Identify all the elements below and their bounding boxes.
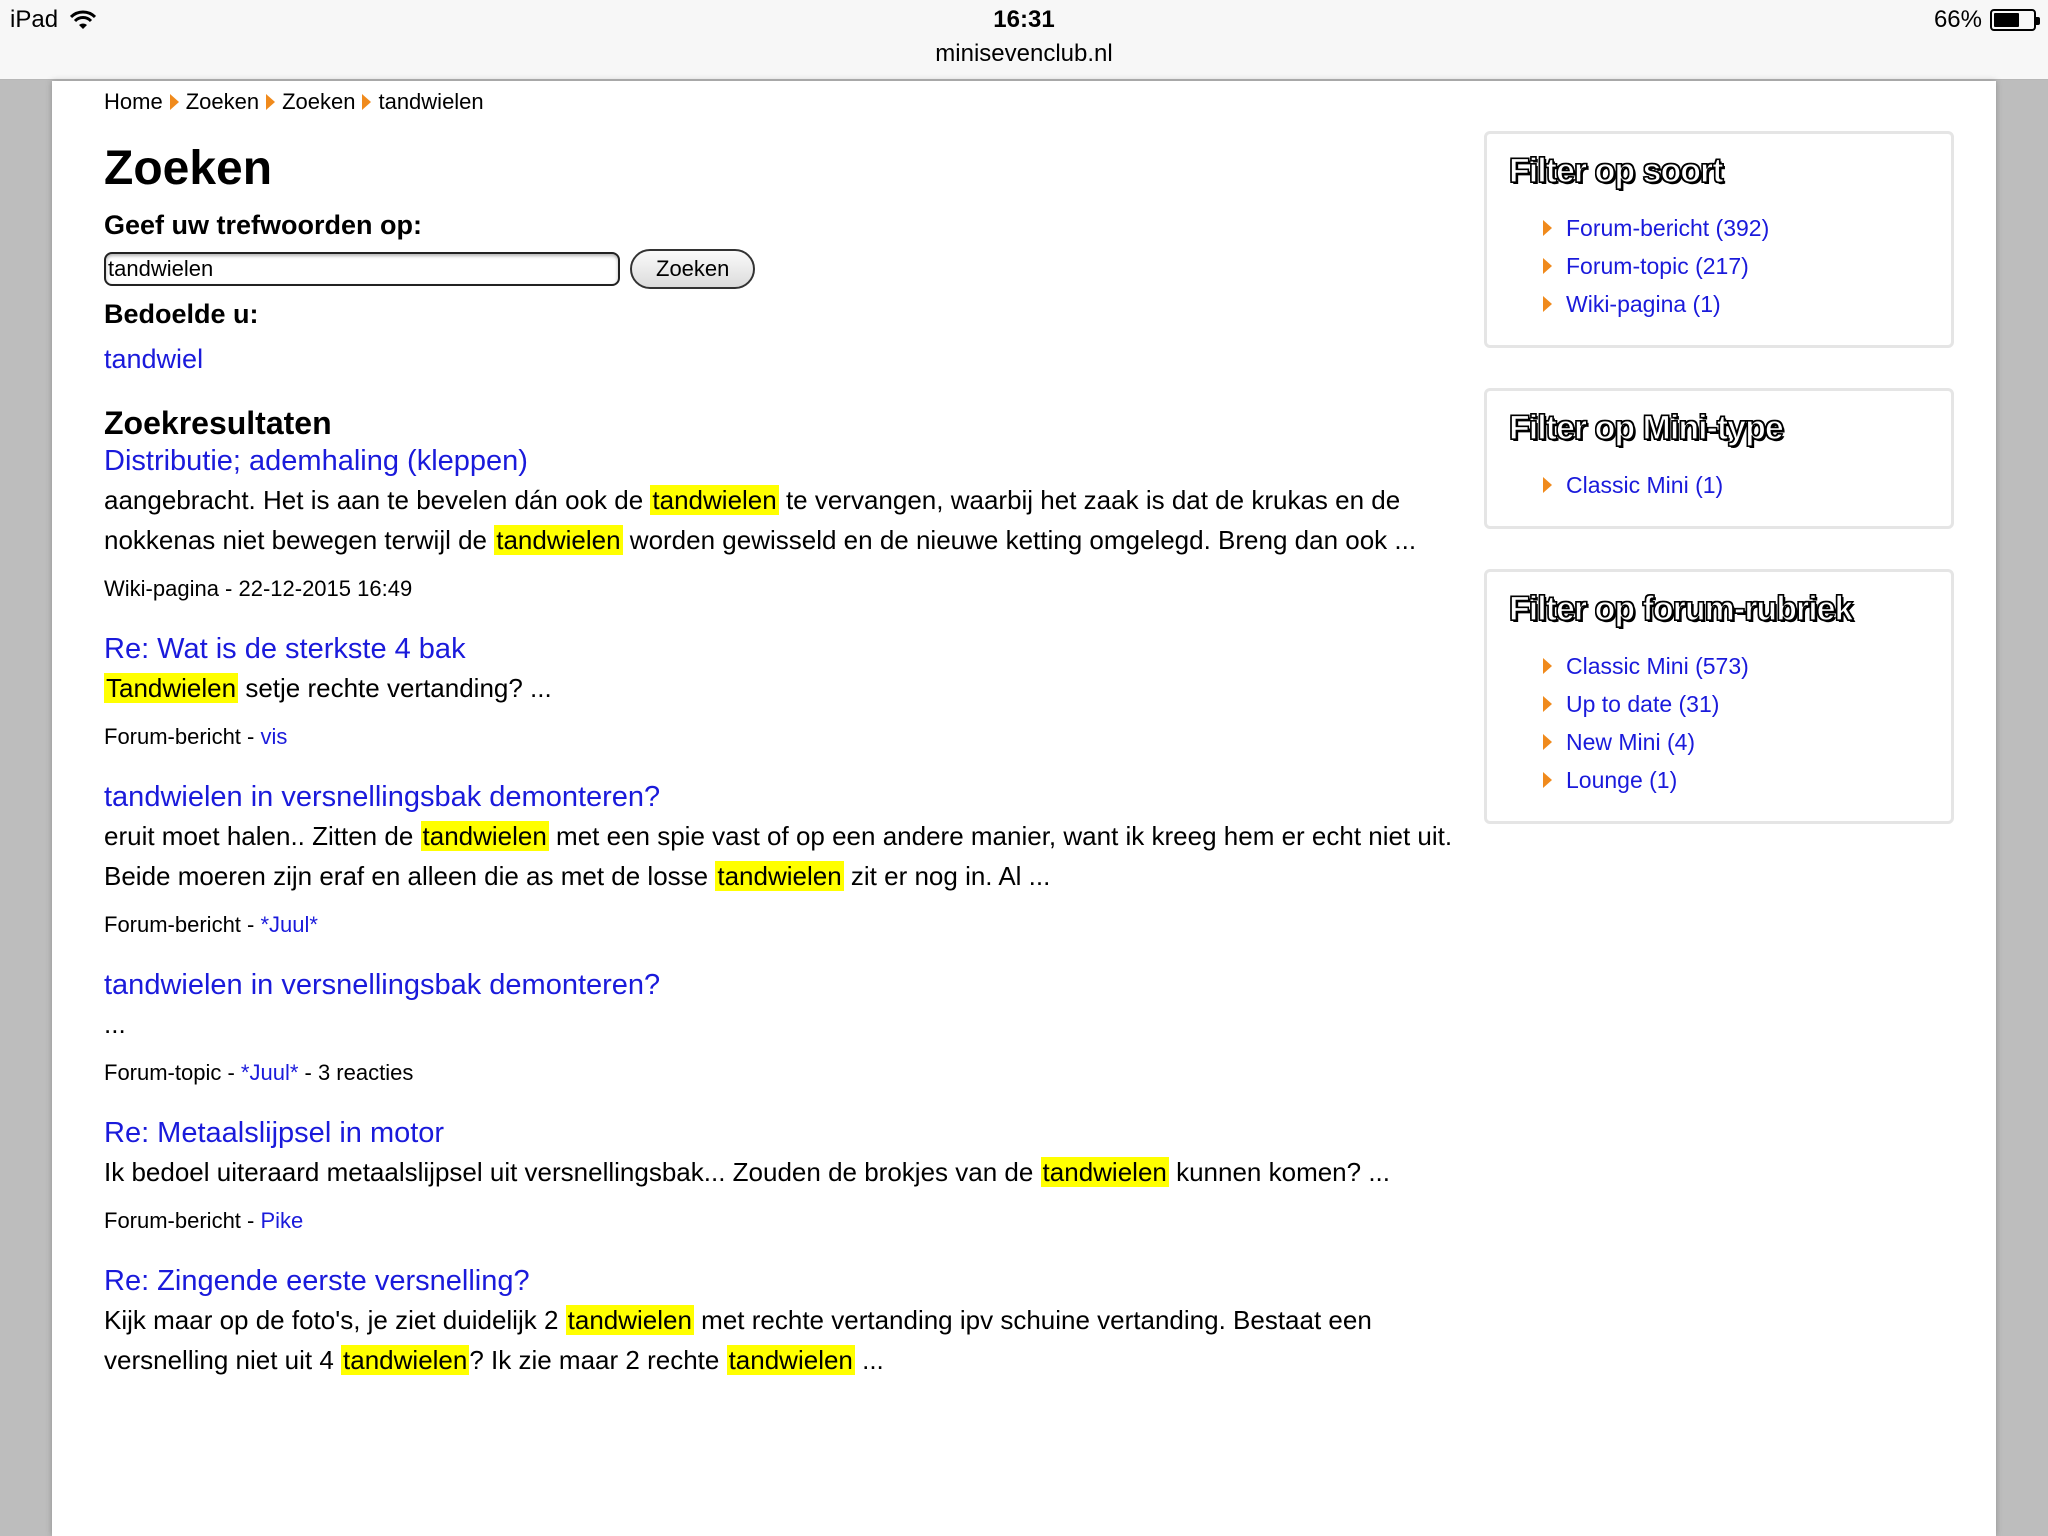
bullet-arrow-icon [1543,296,1552,312]
search-highlight: tandwielen [496,525,621,555]
battery-percent: 66% [1933,6,1982,33]
result-author-link[interactable]: *Juul* [240,1060,299,1085]
results-heading: Zoekresultaten [104,405,332,441]
filter-item[interactable] [1543,247,1929,285]
snippet-text: met een spie vast of op een andere manier, want ik kreeg hem er echt niet uit. Beide moeren zijn eraf en alleen die as met de losse [104,821,1453,891]
filter-item[interactable] [1543,285,1929,323]
result-type-date: Forum-bericht - [104,1208,261,1233]
bullet-arrow-icon [1543,220,1552,236]
breadcrumb-link[interactable]: Home [104,89,163,114]
breadcrumb-separator-icon [170,94,179,110]
result-snippet [104,1300,1494,1380]
search-highlight: tandwielen [567,1305,692,1335]
bullet-arrow-icon [1543,696,1552,712]
search-highlight: tandwielen [1042,1157,1167,1187]
result-snippet [104,1152,1494,1192]
search-highlight: tandwielen [422,821,547,851]
snippet-text: eruit moet halen.. Zitten de [104,821,421,851]
battery-icon [1990,9,2036,31]
filter-box [1484,131,1954,348]
filter-sidebar [1484,131,1954,864]
result-author-link[interactable]: Pike [260,1208,304,1233]
address-bar[interactable]: minisevenclub.nl [935,40,1113,67]
result-title-link[interactable]: tandwielen in versnellingsbak demonteren? [104,781,661,813]
breadcrumb-current: tandwielen [378,89,484,114]
result-meta [104,1060,1494,1086]
snippet-text: met rechte vertanding ipv schuine vertanding. Bestaat een versnelling niet uit 4 [104,1305,1372,1375]
bullet-arrow-icon [1543,258,1552,274]
snippet-text: setje rechte vertanding? ... [238,673,552,703]
filter-link[interactable]: Forum-topic (217) [1566,253,1749,279]
filter-box [1484,569,1954,824]
filter-link[interactable]: Classic Mini (1) [1566,472,1724,498]
search-result [104,1114,1494,1234]
snippet-text: kunnen komen? ... [1168,1157,1390,1187]
results-list [104,442,1494,1380]
search-highlight: tandwielen [343,1345,468,1375]
bullet-arrow-icon [1543,658,1552,674]
result-meta [104,724,1494,750]
search-result [104,1262,1494,1380]
search-result [104,442,1494,602]
filter-title: Filter op forum-rubriek [1509,590,1853,628]
search-form [104,249,1494,289]
page-title: Zoeken [104,142,273,195]
search-highlight: tandwielen [728,1345,853,1375]
search-label: Geef uw trefwoorden op: [104,210,423,240]
result-title-link[interactable]: Re: Wat is de sterkste 4 bak [104,633,466,665]
filter-item[interactable] [1543,647,1929,685]
filter-title: Filter op soort [1509,152,1723,190]
filter-item[interactable] [1543,209,1929,247]
search-result [104,966,1494,1086]
filter-link[interactable]: Classic Mini (573) [1566,653,1749,679]
battery-nub [2036,17,2040,25]
search-button[interactable]: Zoeken [630,249,755,289]
filter-box [1484,388,1954,529]
result-snippet [104,1004,1494,1044]
web-page [52,81,1996,1536]
did-you-mean-link[interactable]: tandwiel [104,344,204,374]
bullet-arrow-icon [1543,477,1552,493]
result-author-link[interactable]: *Juul* [260,912,318,937]
status-time: 16:31 [993,6,1055,33]
result-type-date: Forum-bericht - [104,912,261,937]
ios-status-bar [0,0,2048,80]
breadcrumb [104,89,484,115]
breadcrumb-link[interactable]: Zoeken [282,89,356,114]
filter-list [1509,466,1929,504]
bullet-arrow-icon [1543,772,1552,788]
snippet-text: Kijk maar op de foto's, je ziet duidelijk 2 [104,1305,566,1335]
filter-link[interactable]: Wiki-pagina (1) [1566,291,1721,317]
result-snippet [104,480,1494,560]
result-title-link[interactable]: Distributie; ademhaling (kleppen) [104,445,528,477]
snippet-text: ... [854,1345,884,1375]
filter-link[interactable]: New Mini (4) [1566,729,1696,755]
filter-item[interactable] [1543,466,1929,504]
result-type-date: Forum-topic - [104,1060,241,1085]
result-meta [104,1208,1494,1234]
result-title-link[interactable]: Re: Metaalslijpsel in motor [104,1117,445,1149]
filter-item[interactable] [1543,685,1929,723]
filter-link[interactable]: Lounge (1) [1566,767,1678,793]
search-highlight: Tandwielen [106,673,237,703]
bullet-arrow-icon [1543,734,1552,750]
filter-item[interactable] [1543,723,1929,761]
device-name: iPad [10,6,59,33]
snippet-text: zit er nog in. Al ... [843,861,1051,891]
search-input[interactable] [104,252,620,286]
search-highlight: tandwielen [717,861,842,891]
result-snippet [104,816,1494,896]
main-content [104,141,1494,1408]
status-right [1934,6,2036,34]
snippet-text: ? Ik zie maar 2 rechte [469,1345,727,1375]
search-result [104,630,1494,750]
result-type-date: Forum-bericht - [104,724,261,749]
breadcrumb-separator-icon [266,94,275,110]
filter-title: Filter op Mini-type [1509,409,1783,447]
snippet-text: te vervangen, waarbij het zaak is dat de krukas en de nokkenas niet bewegen terwijl de [104,485,1401,555]
result-author-link[interactable]: vis [260,724,288,749]
filter-list [1509,209,1929,323]
result-title-link[interactable]: Re: Zingende eerste versnelling? [104,1265,530,1297]
snippet-text: Ik bedoel uiteraard metaalslijpsel uit versnellingsbak... Zouden de brokjes van de [104,1157,1041,1187]
did-you-mean-label: Bedoelde u: [104,299,259,329]
battery-fill [1994,13,2019,27]
breadcrumb-separator-icon [362,94,371,110]
filter-list [1509,647,1929,799]
snippet-text: ... [104,1009,126,1039]
search-highlight: tandwielen [652,485,777,515]
result-meta [104,912,1494,938]
filter-link[interactable]: Forum-bericht (392) [1566,215,1770,241]
search-result [104,778,1494,938]
result-meta [104,576,1494,602]
filter-item[interactable] [1543,761,1929,799]
filter-link[interactable]: Up to date (31) [1566,691,1720,717]
result-reply-count: - 3 reacties [298,1060,414,1085]
result-title-link[interactable]: tandwielen in versnellingsbak demonteren? [104,969,661,1001]
snippet-text: aangebracht. Het is aan te bevelen dán ook de [104,485,651,515]
result-snippet [104,668,1494,708]
breadcrumb-link[interactable]: Zoeken [185,89,260,114]
snippet-text: worden gewisseld en de nieuwe ketting omgelegd. Breng dan ook ... [622,525,1417,555]
result-type-date: Wiki-pagina - 22-12-2015 16:49 [104,576,413,601]
